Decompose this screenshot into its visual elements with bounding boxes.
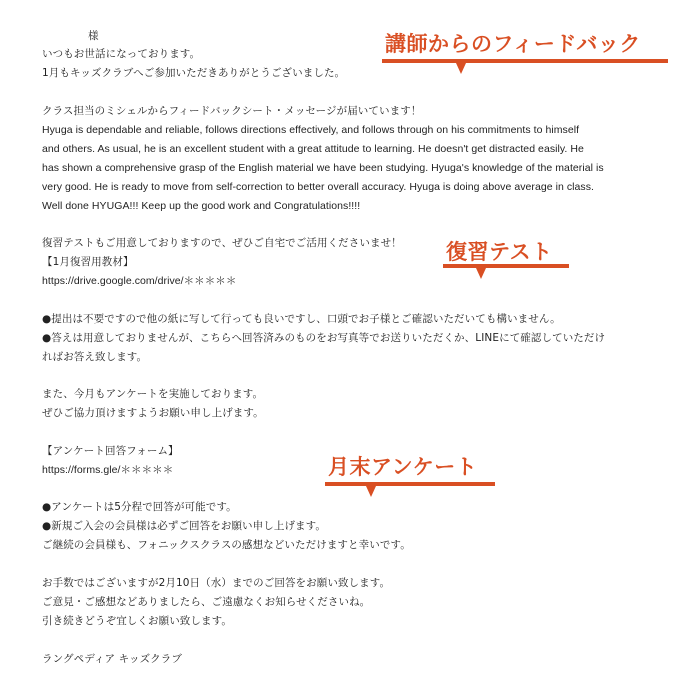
test-note-1: ●提出は不要ですので他の紙に写して行っても良いですし、口頭でお子様とご確認いただいても構いません。 bbox=[42, 313, 561, 325]
survey-intro-2: ぜひご協力頂けますようお願い申し上げます。 bbox=[42, 407, 264, 419]
feedback-line: Hyuga is dependable and reliable, follows directions effectively, and follows through on his commitments to himself bbox=[42, 124, 580, 136]
survey-intro-1: また、今月もアンケートを実施しております。 bbox=[42, 388, 264, 400]
test-note-2: ●答えは用意しておりませんが、こちらへ回答済みのものをお写真等でお送りいただくか、LINEにて確認していただけ bbox=[42, 332, 606, 344]
signature: ラングペディア キッズクラブ bbox=[42, 653, 182, 665]
callout-survey-underline bbox=[325, 482, 495, 486]
salutation: 様 bbox=[88, 30, 99, 42]
callout-survey-label: 月末アンケート bbox=[328, 455, 478, 479]
feedback-line: has shown a comprehensive grasp of the English material we have been studying. Hyuga's knowledge of the material is bbox=[42, 162, 604, 174]
test-material-link[interactable]: https://drive.google.com/drive/＊＊＊＊＊ bbox=[42, 275, 237, 287]
callout-feedback-pointer-icon bbox=[456, 63, 466, 74]
test-intro: 復習テストもご用意しておりますので、ぜひご自宅でご活用くださいませ！ bbox=[42, 237, 402, 249]
survey-note-2: ●新規ご入会の会員様は必ずご回答をお願い申し上げます。 bbox=[42, 520, 327, 532]
callout-survey-pointer-icon bbox=[366, 486, 376, 497]
closing-line-2: ご意見・ご感想などありましたら、ご遠慮なくお知らせくださいね。 bbox=[42, 596, 371, 608]
test-material-label: 【1月復習用教材】 bbox=[42, 256, 134, 268]
callout-test-pointer-icon bbox=[476, 268, 486, 279]
feedback-intro: クラス担当のミシェルからフィードバックシート・メッセージが届いています！ bbox=[42, 105, 422, 117]
greeting-line-2: 1月もキッズクラブへご参加いただきありがとうございました。 bbox=[42, 67, 346, 79]
feedback-line: Well done HYUGA!!! Keep up the good work and Congratulations!!!! bbox=[42, 200, 361, 212]
feedback-line: very good. He is ready to move from self-correction to better overall accuracy. Hyuga is doing above average in class. bbox=[42, 181, 594, 193]
greeting-line-1: いつもお世話になっております。 bbox=[42, 48, 201, 60]
callout-test-underline bbox=[443, 264, 569, 268]
test-note-2-continued: ればお答え致します。 bbox=[42, 351, 148, 363]
feedback-line: and others. As usual, he is an excellent student with a great attitude to learning. He doesn't get distracted easily. He bbox=[42, 143, 584, 155]
callout-feedback-underline bbox=[382, 59, 668, 63]
callout-feedback-label: 講師からのフィードバック bbox=[385, 32, 641, 56]
survey-note-1: ●アンケートは5分程で回答が可能です。 bbox=[42, 501, 237, 513]
closing-line-1: お手数ではございますが2月10日（水）までのご回答をお願い致します。 bbox=[42, 577, 391, 589]
callout-test-label: 復習テスト bbox=[446, 240, 553, 264]
survey-form-link[interactable]: https://forms.gle/＊＊＊＊＊ bbox=[42, 464, 174, 476]
survey-form-label: 【アンケート回答フォーム】 bbox=[42, 445, 179, 457]
survey-note-3: ご継続の会員様も、フォニックスクラスの感想などいただけますと幸いです。 bbox=[42, 539, 411, 551]
closing-line-3: 引き続きどうぞ宜しくお願い致します。 bbox=[42, 615, 232, 627]
